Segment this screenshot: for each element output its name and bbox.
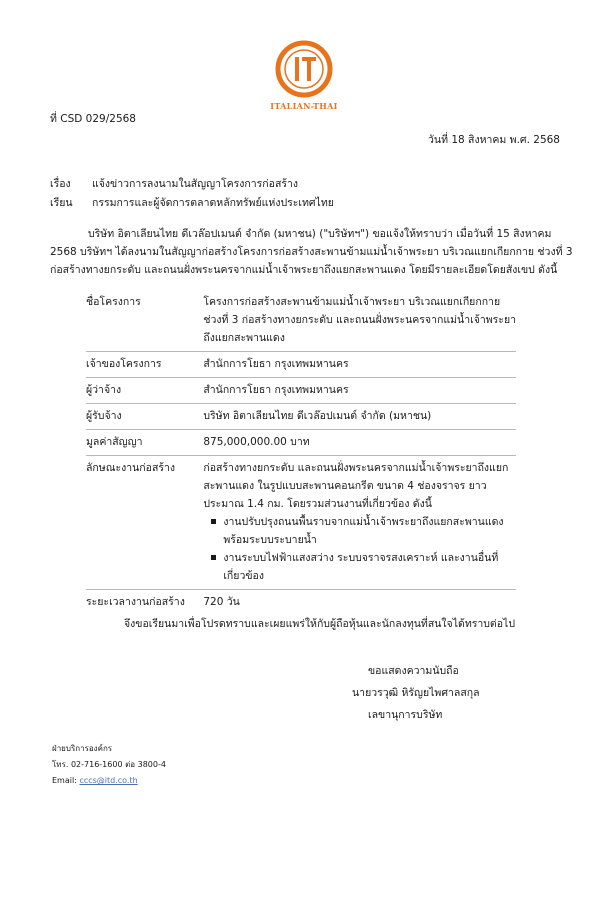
logo-text: ITALIAN-THAI bbox=[270, 101, 338, 111]
duration-label: ระยะเวลางานก่อสร้าง bbox=[86, 596, 185, 608]
email-label: Email: bbox=[52, 776, 77, 785]
project-details-table bbox=[86, 290, 516, 615]
company-logo bbox=[268, 40, 340, 111]
intro-line: ก่อสร้างทางยกระดับ และถนนฝั่งพระนครจากแม่น้ำเจ้าพระยาถึงแยกสะพานแดง โดยมีรายละเอียดโดยสังเขป ดังนี้ bbox=[50, 264, 558, 276]
project-name-value bbox=[201, 290, 516, 352]
table-row bbox=[86, 404, 516, 430]
owner-value: สำนักการโยธา กรุงเทพมหานคร bbox=[201, 352, 516, 378]
work-nature-line: สะพานแดง ในรูปแบบสะพานคอนกรีต ขนาด 4 ช่องจราจร ยาว bbox=[203, 480, 487, 492]
duration-value: 720 วัน bbox=[203, 596, 240, 608]
reference-number: ที่ CSD 029/2568 bbox=[50, 113, 136, 125]
project-name-line: ถึงแยกสะพานแดง bbox=[203, 332, 285, 344]
signatory-name: นายวรวุฒิ หิรัญยไพศาลสกุล bbox=[352, 687, 480, 699]
subject-text: แจ้งข่าวการลงนามในสัญญาโครงการก่อสร้าง bbox=[92, 178, 299, 190]
bullet-line: งานปรับปรุงถนนพื้นราบจากแม่น้ำเจ้าพระยาถึงแยกสะพานแดง bbox=[223, 516, 504, 528]
letter-date: วันที่ 18 สิงหาคม พ.ศ. 2568 bbox=[428, 134, 560, 146]
table-row bbox=[86, 456, 516, 590]
footer-email bbox=[52, 775, 138, 786]
subject-label: เรื่อง bbox=[50, 178, 71, 190]
contract-value-label: มูลค่าสัญญา bbox=[86, 430, 201, 456]
contract-value: 875,000,000.00 บาท bbox=[201, 430, 516, 456]
bullet-line: งานระบบไฟฟ้าแสงสว่าง ระบบจราจรสงเคราะห์ และงานอื่นที่ bbox=[223, 552, 499, 564]
project-name-line: โครงการก่อสร้างสะพานข้ามแม่น้ำเจ้าพระยา บริเวณแยกเกียกกาย bbox=[203, 296, 501, 308]
project-name-label: ชื่อโครงการ bbox=[86, 290, 201, 352]
recipient-label: เรียน bbox=[50, 197, 73, 209]
footer-telephone: โทร. 02-716-1600 ต่อ 3800-4 bbox=[52, 760, 166, 769]
work-nature-line: ก่อสร้างทางยกระดับ และถนนฝั่งพระนครจากแม่น้ำเจ้าพระยาถึงแยก bbox=[203, 462, 509, 474]
footer-department: ฝ่ายบริการองค์กร bbox=[52, 744, 113, 753]
owner-label: เจ้าของโครงการ bbox=[86, 352, 201, 378]
work-nature-label: ลักษณะงานก่อสร้าง bbox=[86, 456, 201, 590]
bullet-square-icon bbox=[211, 555, 216, 560]
recipient-text: กรรมการและผู้จัดการตลาดหลักทรัพย์แห่งประเทศไทย bbox=[92, 197, 334, 209]
intro-paragraph bbox=[50, 225, 573, 279]
table-row bbox=[86, 352, 516, 378]
signatory-title: เลขานุการบริษัท bbox=[368, 709, 443, 721]
closing-sentence: จึงขอเรียนมาเพื่อโปรดทราบและเผยแพร่ให้กับผู้ถือหุ้นและนักลงทุนที่สนใจได้ทราบต่อไป bbox=[124, 618, 516, 630]
intro-line: บริษัท อิตาเลียนไทย ดีเวล๊อปเมนต์ จำกัด (มหาชน) ("บริษัทฯ") ขอแจ้งให้ทราบว่า เมื่อวันที่ 15 สิงหาคม bbox=[88, 228, 552, 240]
work-nature-line: ประมาณ 1.4 กม. โดยรวมส่วนงานที่เกี่ยวข้อง ดังนี้ bbox=[203, 498, 432, 510]
email-link[interactable]: cccs@itd.co.th bbox=[79, 776, 138, 785]
bullet-line: เกี่ยวข้อง bbox=[223, 570, 264, 582]
scope-bullet-item bbox=[203, 549, 516, 585]
bullet-square-icon bbox=[211, 519, 216, 524]
work-nature-value bbox=[201, 456, 516, 590]
scope-bullet-item bbox=[203, 513, 516, 549]
project-name-line: ช่วงที่ 3 ก่อสร้างทางยกระดับ และถนนฝั่งพระนครจากแม่น้ำเจ้าพระยา bbox=[203, 314, 516, 326]
table-row bbox=[86, 590, 516, 616]
table-row bbox=[86, 290, 516, 352]
bullet-line: พร้อมระบบระบายน้ำ bbox=[223, 534, 317, 546]
employer-label: ผู้ว่าจ้าง bbox=[86, 378, 201, 404]
itd-logo-icon bbox=[275, 40, 333, 98]
table-row bbox=[86, 378, 516, 404]
contractor-label: ผู้รับจ้าง bbox=[86, 404, 201, 430]
contractor-value: บริษัท อิตาเลียนไทย ดีเวล๊อปเมนต์ จำกัด (มหาชน) bbox=[201, 404, 516, 430]
intro-line: 2568 บริษัทฯ ได้ลงนามในสัญญาก่อสร้างโครงการก่อสร้างสะพานข้ามแม่น้ำเจ้าพระยา บริเวณแยกเกียกกาย ช่วงที่ 3 bbox=[50, 246, 573, 258]
signature-regards: ขอแสดงความนับถือ bbox=[368, 665, 459, 677]
employer-value: สำนักการโยธา กรุงเทพมหานคร bbox=[201, 378, 516, 404]
table-row bbox=[86, 430, 516, 456]
